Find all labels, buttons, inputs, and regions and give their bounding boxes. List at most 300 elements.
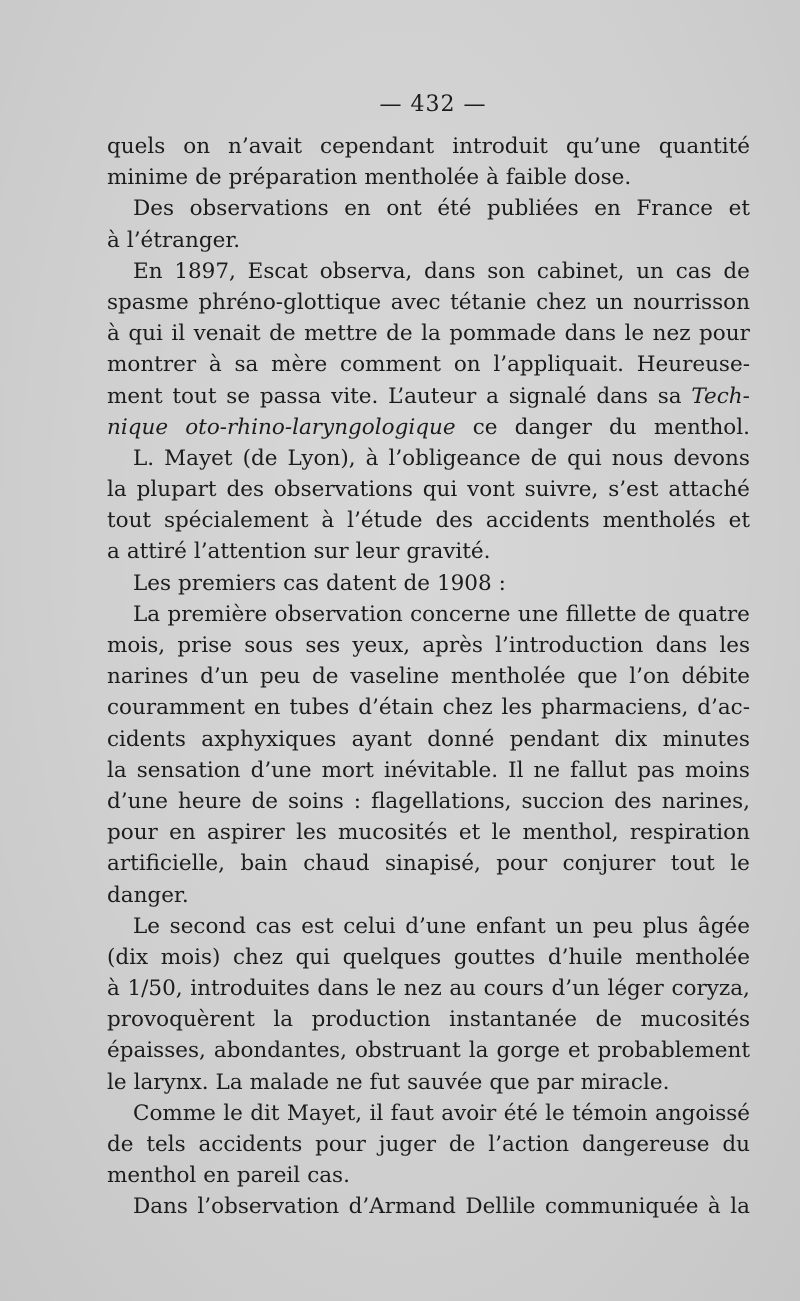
word: n’avait xyxy=(228,134,303,159)
text-line xyxy=(107,848,750,879)
word: cas xyxy=(283,570,320,596)
word: prise xyxy=(177,633,232,658)
word: tout xyxy=(670,851,715,877)
word: et xyxy=(728,196,750,222)
word: cas xyxy=(675,258,712,284)
word: minime xyxy=(107,165,189,191)
word: datent xyxy=(326,570,397,596)
word: l’introduction xyxy=(495,633,644,658)
word: soins xyxy=(288,788,344,814)
word: dans xyxy=(424,258,476,284)
text-line xyxy=(107,225,750,256)
word: tubes xyxy=(289,695,350,721)
word: cours xyxy=(483,976,544,1002)
word: attaché xyxy=(668,477,750,503)
word: pour xyxy=(107,820,158,846)
word: un xyxy=(595,289,624,315)
word: angoissé xyxy=(654,1100,750,1126)
word: spasme xyxy=(107,289,189,315)
word: couramment xyxy=(107,695,245,721)
word: introduit xyxy=(452,134,548,159)
word: d’un xyxy=(200,664,249,690)
word: cabinet, xyxy=(536,258,625,284)
word: oto-rhino-laryngologique xyxy=(185,414,456,440)
word: le xyxy=(730,851,750,877)
text-line xyxy=(107,131,750,162)
text-line xyxy=(107,568,750,599)
word: et xyxy=(568,1038,590,1064)
word: coryza, xyxy=(671,976,750,1002)
word: qui xyxy=(128,321,163,347)
word: mois, xyxy=(107,633,166,658)
word: danger xyxy=(514,414,592,440)
word: yeux, xyxy=(352,633,411,658)
text-line xyxy=(107,474,750,505)
text-line xyxy=(107,911,750,942)
word: Les xyxy=(133,570,172,596)
word: d’une xyxy=(107,788,169,814)
word: les xyxy=(501,695,533,721)
word: artificielle, xyxy=(107,851,225,877)
word: l’action xyxy=(488,1132,570,1157)
word: Lyon), xyxy=(287,445,356,471)
text-line xyxy=(107,318,750,349)
word: France xyxy=(636,196,714,222)
word: fallut xyxy=(570,757,628,783)
word: moins xyxy=(684,757,750,783)
word: menthol xyxy=(107,1163,197,1189)
word: tétanie xyxy=(450,289,527,315)
text-line xyxy=(107,1004,750,1035)
word: cependant xyxy=(320,134,435,159)
text-line xyxy=(107,973,750,1004)
word: tout xyxy=(107,508,152,534)
word: mort xyxy=(321,757,374,783)
word: instantanée xyxy=(449,1007,577,1033)
word: peu xyxy=(592,913,634,939)
word: l’étude xyxy=(347,508,423,534)
word: à xyxy=(486,165,499,191)
word: attiré xyxy=(126,539,187,565)
word: quelques xyxy=(342,944,442,970)
word: en xyxy=(253,695,281,721)
word: dose. xyxy=(573,165,632,191)
word: gorge xyxy=(496,1038,560,1064)
word: on xyxy=(453,352,481,378)
word: menthol, xyxy=(522,820,619,846)
word: mentholés xyxy=(602,508,716,534)
word: la xyxy=(273,1007,294,1033)
word: En xyxy=(133,258,163,284)
word: épaisses, xyxy=(107,1038,206,1064)
word: leur xyxy=(355,539,400,565)
word: est xyxy=(301,913,334,939)
word: il xyxy=(369,1100,384,1126)
word: dix xyxy=(614,726,648,752)
word: celui xyxy=(343,913,396,939)
word: la xyxy=(421,321,441,347)
text-line xyxy=(107,349,750,380)
word: mentholée xyxy=(364,165,480,191)
word: les xyxy=(719,633,750,658)
word: bain xyxy=(240,851,288,877)
word: débite xyxy=(681,664,750,690)
text-line xyxy=(107,1035,750,1066)
word: sa xyxy=(657,383,682,409)
word: Le xyxy=(133,913,161,939)
word: dans xyxy=(564,321,617,347)
word: à xyxy=(208,352,222,378)
word: d’une xyxy=(250,757,312,783)
word: pharmaciens, xyxy=(541,695,689,721)
word: qui xyxy=(567,445,602,471)
word: les xyxy=(296,820,327,846)
word: (dix xyxy=(107,944,149,970)
word: ce xyxy=(472,414,498,440)
word: d’un xyxy=(551,976,600,1002)
word: Mayet xyxy=(164,445,233,471)
word: Escat xyxy=(247,258,308,284)
word: introduites xyxy=(190,976,310,1002)
word: Des xyxy=(133,196,174,222)
word: des xyxy=(614,788,652,814)
word: le xyxy=(223,1100,243,1126)
word: âgée xyxy=(697,913,750,939)
word: chaud xyxy=(303,851,370,877)
word: narines, xyxy=(661,788,750,814)
text-line xyxy=(107,381,750,412)
word: plus xyxy=(642,913,689,939)
word: du xyxy=(722,1132,750,1157)
word: nous xyxy=(611,445,664,471)
word: devons xyxy=(673,445,750,471)
word: des xyxy=(435,508,473,534)
word: quantité xyxy=(658,134,750,159)
word: pour xyxy=(315,1132,366,1157)
word: que xyxy=(577,664,618,690)
word: témoin xyxy=(572,1100,648,1126)
word: flagellations, xyxy=(371,788,512,814)
word: par xyxy=(536,1069,574,1095)
word: plupart xyxy=(136,477,217,503)
word: La xyxy=(215,1069,243,1095)
word: en xyxy=(344,196,371,222)
word: nourrisson xyxy=(633,289,750,315)
text-line xyxy=(107,692,750,723)
word: 1897, xyxy=(174,258,236,284)
word: d’Armand xyxy=(348,1194,456,1220)
word: chez xyxy=(536,289,587,315)
word: à xyxy=(107,227,120,253)
word: mentholée xyxy=(635,944,750,970)
word: mucosités xyxy=(338,820,448,846)
word: dans xyxy=(655,633,708,658)
word: 1/50, xyxy=(127,976,183,1002)
word: des xyxy=(226,477,264,503)
word: à xyxy=(707,1194,721,1220)
word: : xyxy=(498,570,506,596)
word: d’ac- xyxy=(697,695,750,721)
word: miracle. xyxy=(580,1069,670,1095)
word: quatre xyxy=(677,601,750,627)
word: ne xyxy=(533,757,561,783)
word: un xyxy=(636,258,664,284)
word: à xyxy=(107,976,120,1002)
word: de xyxy=(595,1007,622,1033)
word: l’obligeance xyxy=(388,445,521,471)
word: obstruant xyxy=(354,1038,461,1064)
word: L. xyxy=(133,445,155,471)
word: Comme xyxy=(133,1100,216,1126)
word: et xyxy=(458,820,481,846)
word: Tech- xyxy=(691,383,750,409)
word: été xyxy=(437,196,472,222)
word: d’huile xyxy=(547,944,623,970)
word: L’auteur xyxy=(388,383,477,409)
word: sous xyxy=(244,633,294,658)
word: le xyxy=(624,321,645,347)
word: narines xyxy=(107,664,189,690)
word: la xyxy=(468,1038,489,1064)
text-line xyxy=(107,193,750,224)
word: pommade xyxy=(449,321,557,347)
word: observations xyxy=(273,477,413,503)
word: cidents xyxy=(107,726,186,752)
word: succion xyxy=(521,788,605,814)
word: accidents xyxy=(485,508,590,534)
word: mentholée xyxy=(450,664,566,690)
word: avec xyxy=(390,289,441,315)
word: première xyxy=(167,601,268,627)
text-line xyxy=(107,1129,750,1160)
word: de xyxy=(723,258,750,284)
word: de xyxy=(312,664,339,690)
word: été xyxy=(503,1100,538,1126)
word: nique xyxy=(107,414,169,440)
word: heure xyxy=(178,788,242,814)
word: ne xyxy=(336,1069,363,1095)
word: a xyxy=(107,539,120,565)
word: la xyxy=(107,757,127,783)
word: dit xyxy=(250,1100,280,1126)
word: Il xyxy=(508,757,524,783)
word: nez xyxy=(403,976,442,1002)
text-line xyxy=(107,256,750,287)
word: de xyxy=(530,445,558,471)
word: pas xyxy=(637,757,675,783)
word: danger. xyxy=(107,882,189,908)
text-line xyxy=(107,755,750,786)
word: malade xyxy=(249,1069,330,1095)
word: quels xyxy=(107,134,166,159)
word: au xyxy=(449,976,477,1002)
text-line xyxy=(107,1160,750,1191)
text-line xyxy=(107,505,750,536)
word: se xyxy=(226,383,251,409)
word: nez xyxy=(652,321,691,347)
word: : xyxy=(353,788,362,814)
page-number: — 432 — xyxy=(379,92,487,117)
word: l’étranger. xyxy=(126,227,241,253)
word: fut xyxy=(369,1069,401,1095)
word: signalé xyxy=(508,383,587,409)
word: faible xyxy=(505,165,567,191)
word: La xyxy=(133,601,161,627)
word: tout xyxy=(172,383,217,409)
word: larynx. xyxy=(133,1069,209,1095)
word: faut xyxy=(390,1100,434,1126)
word: tels xyxy=(146,1132,186,1157)
word: de xyxy=(107,1132,134,1157)
word: ses xyxy=(305,633,341,658)
text-line xyxy=(107,1191,750,1222)
word: juger xyxy=(378,1132,437,1157)
word: comment xyxy=(340,352,442,378)
word: mettre xyxy=(304,321,378,347)
word: gravité. xyxy=(406,539,491,565)
word: de xyxy=(195,165,222,191)
word: observation xyxy=(274,601,403,627)
word: il xyxy=(171,321,186,347)
word: spécialement xyxy=(164,508,309,534)
word: léger xyxy=(607,976,664,1002)
word: qui xyxy=(422,477,458,503)
word: qui xyxy=(295,944,330,970)
word: son xyxy=(487,258,526,284)
word: de xyxy=(386,321,413,347)
word: a xyxy=(486,383,499,409)
word: conjurer xyxy=(562,851,656,877)
word: de xyxy=(403,570,430,596)
word: l’observation xyxy=(197,1194,340,1220)
word: le xyxy=(545,1100,565,1126)
word: à xyxy=(321,508,335,534)
word: et xyxy=(728,508,750,534)
word: en xyxy=(203,1163,230,1189)
word: minutes xyxy=(662,726,750,752)
word: le xyxy=(107,1069,127,1095)
word: Heureuse- xyxy=(636,352,750,378)
word: un xyxy=(555,913,584,939)
word: probablement xyxy=(597,1038,750,1064)
word: 1908 xyxy=(436,570,492,596)
word: de xyxy=(643,601,671,627)
word: phréno-glottique xyxy=(198,289,382,315)
word: Dellile xyxy=(465,1194,536,1220)
word: Dans xyxy=(133,1194,188,1220)
word: fillette xyxy=(565,601,637,627)
word: sur xyxy=(313,539,349,565)
word: suivre, xyxy=(524,477,599,503)
word: concerne xyxy=(410,601,511,627)
text-line xyxy=(107,817,750,848)
text-line xyxy=(107,942,750,973)
word: la xyxy=(730,1194,750,1220)
word: que xyxy=(489,1069,530,1095)
word: pour xyxy=(699,321,750,347)
word: accidents xyxy=(198,1132,303,1157)
word: la xyxy=(107,477,127,503)
body-text xyxy=(107,131,750,1223)
word: vite. xyxy=(331,383,379,409)
word: préparation xyxy=(228,165,358,191)
word: communiquée xyxy=(545,1194,699,1220)
word: de xyxy=(251,788,278,814)
word: en xyxy=(594,196,621,222)
word: observa, xyxy=(319,258,413,284)
word: qu’une xyxy=(565,134,641,159)
word: production xyxy=(311,1007,431,1033)
word: sinapisé, xyxy=(385,851,481,877)
word: passa xyxy=(259,383,322,409)
word: chez xyxy=(442,695,493,721)
text-line xyxy=(107,443,750,474)
text-line xyxy=(107,630,750,661)
word: vont xyxy=(467,477,515,503)
text-line xyxy=(107,599,750,630)
word: dangereuse xyxy=(582,1132,710,1157)
word: ont xyxy=(386,196,422,222)
text-line xyxy=(107,724,750,755)
word: chez xyxy=(232,944,283,970)
word: avoir xyxy=(441,1100,497,1126)
word: on xyxy=(183,134,211,159)
word: sauvée xyxy=(407,1069,483,1095)
word: du xyxy=(609,414,637,440)
word: respiration xyxy=(629,820,750,846)
word: enfant xyxy=(475,913,546,939)
word: observations xyxy=(189,196,329,222)
word: à xyxy=(107,321,120,347)
word: le xyxy=(491,820,512,846)
word: le xyxy=(376,976,397,1002)
word: menthol. xyxy=(653,414,750,440)
word: mucosités xyxy=(640,1007,750,1033)
word: après xyxy=(422,633,483,658)
word: Mayet, xyxy=(286,1100,363,1126)
word: gouttes xyxy=(453,944,536,970)
word: pendant xyxy=(509,726,600,752)
word: inévitable. xyxy=(383,757,499,783)
word: à xyxy=(365,445,379,471)
text-line xyxy=(107,786,750,817)
word: venait xyxy=(193,321,261,347)
word: l’attention xyxy=(193,539,307,565)
word: vaseline xyxy=(350,664,440,690)
word: premiers xyxy=(178,570,277,596)
text-line xyxy=(107,162,750,193)
word: dans xyxy=(596,383,648,409)
word: sensation xyxy=(136,757,241,783)
text-line xyxy=(107,661,750,692)
word: montrer xyxy=(107,352,197,378)
word: ment xyxy=(107,383,163,409)
word: s’est xyxy=(608,477,659,503)
word: l’on xyxy=(629,664,670,690)
word: publiées xyxy=(487,196,579,222)
word: l’appliquait. xyxy=(493,352,624,378)
word: (de xyxy=(242,445,278,471)
word: en xyxy=(169,820,196,846)
text-line xyxy=(107,536,750,567)
word: sa xyxy=(234,352,259,378)
word: de xyxy=(269,321,296,347)
word: provoquèrent xyxy=(107,1007,255,1033)
text-line xyxy=(107,880,750,911)
word: second xyxy=(169,913,247,939)
word: mère xyxy=(271,352,328,378)
word: mois) xyxy=(160,944,221,970)
